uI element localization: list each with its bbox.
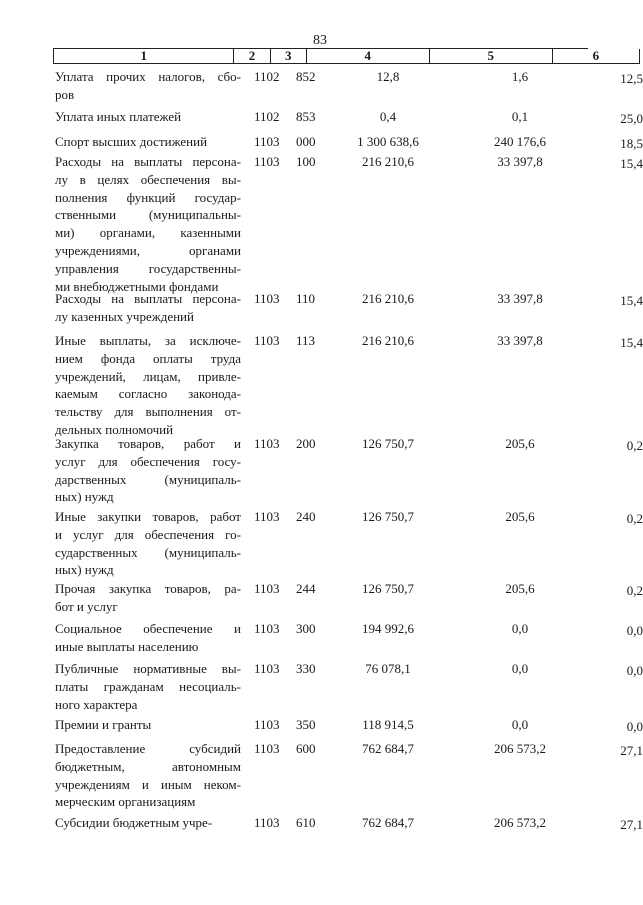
description-line: Иные выплаты, за исключе- (55, 333, 241, 348)
execution-percent: 18,5 (620, 136, 643, 151)
description-line: ных) нужд (55, 489, 114, 505)
executed-amount: 205,6 (505, 509, 535, 524)
executed-amount: 33 397,8 (497, 291, 543, 306)
execution-percent: 15,4 (620, 335, 643, 350)
expense-type-code: 100 (296, 154, 316, 169)
section-code: 1102 (254, 109, 280, 124)
expense-type-code: 244 (296, 581, 316, 596)
description-line: бюджетным, автономным (55, 758, 241, 774)
execution-percent: 15,4 (620, 156, 643, 171)
column-header-5: 5 (429, 49, 552, 64)
section-code: 1103 (254, 717, 280, 732)
section-code: 1103 (254, 154, 280, 169)
column-header-row (53, 49, 640, 64)
description-line: Прочая закупка товаров, ра- (55, 581, 241, 596)
description-line: и услуг для обеспечения го- (55, 526, 241, 542)
row-description (55, 814, 241, 832)
executed-amount: 206 573,2 (494, 815, 546, 830)
description-line: Уплата иных платежей (55, 109, 182, 124)
description-line: полнения функций государ- (55, 189, 241, 205)
column-header-1: 1 (54, 49, 234, 64)
expense-type-code: 300 (296, 621, 316, 636)
approved-amount: 76 078,1 (365, 661, 411, 676)
executed-amount: 33 397,8 (497, 333, 543, 348)
approved-amount: 762 684,7 (362, 741, 414, 756)
approved-amount: 1 300 638,6 (357, 134, 419, 149)
section-code: 1103 (254, 661, 280, 676)
description-line: ного характера (55, 696, 138, 712)
section-code: 1103 (254, 333, 280, 348)
execution-percent: 25,0 (620, 111, 643, 126)
description-line: бот и услуг (55, 598, 118, 614)
description-line: дарственных (муниципаль- (55, 471, 241, 487)
description-line: учреждениями, органами (55, 242, 241, 258)
execution-percent: 27,1 (620, 817, 643, 832)
executed-amount: 33 397,8 (497, 154, 543, 169)
execution-percent: 15,4 (620, 293, 643, 308)
execution-percent: 12,5 (620, 71, 643, 86)
description-line: ных) нужд (55, 562, 114, 578)
column-header-3: 3 (270, 49, 306, 64)
approved-amount: 762 684,7 (362, 815, 414, 830)
description-line: лу в целях обеспечения вы- (55, 171, 241, 187)
row-description (55, 580, 241, 616)
description-line: Иные закупки товаров, работ (55, 509, 241, 524)
section-code: 1102 (254, 69, 280, 84)
description-line: иные выплаты населению (55, 638, 199, 654)
executed-amount: 205,6 (505, 581, 535, 596)
description-line: Спорт высших достижений (55, 134, 208, 149)
description-line: ми внебюджетными фондами (55, 278, 219, 294)
section-code: 1103 (254, 509, 280, 524)
description-line: Социальное обеспечение и (55, 621, 241, 636)
expense-type-code: 113 (296, 333, 316, 348)
execution-percent: 0,0 (626, 663, 643, 678)
description-line: тельству для выполнения от- (55, 404, 241, 420)
approved-amount: 126 750,7 (362, 509, 414, 524)
row-description (55, 108, 241, 126)
executed-amount: 206 573,2 (494, 741, 546, 756)
expense-type-code: 000 (296, 134, 316, 149)
row-description (55, 332, 241, 439)
description-line: Расходы на выплаты персона- (55, 154, 241, 169)
row-description (55, 620, 241, 656)
approved-amount: 194 992,6 (362, 621, 414, 636)
description-line: ров (55, 86, 75, 102)
description-line: учреждений, лицам, привле- (55, 368, 241, 384)
description-line: платы гражданам несоциаль- (55, 678, 241, 694)
executed-amount: 205,6 (505, 436, 535, 451)
approved-amount: 0,4 (379, 109, 397, 124)
row-description (55, 508, 241, 579)
description-line: Закупка товаров, работ и (55, 436, 241, 451)
executed-amount: 1,6 (511, 69, 529, 84)
row-description (55, 740, 241, 811)
section-code: 1103 (254, 436, 280, 451)
row-description (55, 660, 241, 713)
section-code: 1103 (254, 134, 280, 149)
executed-amount: 0,0 (511, 717, 529, 732)
description-line: Уплата прочих налогов, сбо- (55, 69, 241, 84)
row-description (55, 153, 241, 295)
description-line: Премии и гранты (55, 717, 152, 732)
execution-percent: 0,0 (626, 719, 643, 734)
description-line: лу казенных учреждений (55, 308, 194, 324)
section-code: 1103 (254, 291, 280, 306)
executed-amount: 0,0 (511, 661, 529, 676)
expense-type-code: 852 (296, 69, 316, 84)
executed-amount: 0,0 (511, 621, 529, 636)
row-description (55, 290, 241, 326)
expense-type-code: 853 (296, 109, 316, 124)
description-line: учреждениям и иным неком- (55, 776, 241, 792)
execution-percent: 0,2 (626, 583, 643, 598)
description-line: каемым согласно законода- (55, 386, 241, 402)
approved-amount: 12,8 (376, 69, 400, 84)
row-description (55, 133, 241, 151)
section-code: 1103 (254, 581, 280, 596)
description-line: Расходы на выплаты персона- (55, 291, 241, 306)
approved-amount: 216 210,6 (362, 333, 414, 348)
expense-type-code: 610 (296, 815, 316, 830)
description-line: Предоставление субсидий (55, 741, 241, 756)
executed-amount: 0,1 (511, 109, 529, 124)
section-code: 1103 (254, 815, 280, 830)
approved-amount: 126 750,7 (362, 436, 414, 451)
description-line: сударственных (муниципаль- (55, 544, 241, 560)
row-description (55, 68, 241, 104)
description-line: дельных полномочий (55, 421, 174, 437)
approved-amount: 216 210,6 (362, 291, 414, 306)
expense-type-code: 110 (296, 291, 316, 306)
description-line: мерческим организациям (55, 794, 196, 810)
approved-amount: 216 210,6 (362, 154, 414, 169)
executed-amount: 240 176,6 (494, 134, 546, 149)
expense-type-code: 240 (296, 509, 316, 524)
description-line: Субсидии бюджетным учре- (55, 815, 213, 830)
column-header-4: 4 (306, 49, 429, 64)
column-header-6: 6 (552, 49, 639, 64)
expense-type-code: 350 (296, 717, 316, 732)
description-line: услуг для обеспечения госу- (55, 453, 241, 469)
expense-type-code: 600 (296, 741, 316, 756)
description-line: управления государственны- (55, 260, 241, 276)
description-line: нием фонда оплаты труда (55, 350, 241, 366)
execution-percent: 27,1 (620, 743, 643, 758)
row-description (55, 716, 241, 734)
execution-percent: 0,2 (626, 511, 643, 526)
description-line: Публичные нормативные вы- (55, 661, 241, 676)
section-code: 1103 (254, 741, 280, 756)
description-line: ми) органами, казенными (55, 225, 241, 241)
execution-percent: 0,2 (626, 438, 643, 453)
row-description (55, 435, 241, 506)
approved-amount: 126 750,7 (362, 581, 414, 596)
description-line: ственными (муниципальны- (55, 207, 241, 223)
expense-type-code: 200 (296, 436, 316, 451)
expense-type-code: 330 (296, 661, 316, 676)
approved-amount: 118 914,5 (362, 717, 414, 732)
section-code: 1103 (254, 621, 280, 636)
page-number: 83 (313, 33, 327, 48)
column-header-2: 2 (234, 49, 270, 64)
execution-percent: 0,0 (626, 623, 643, 638)
